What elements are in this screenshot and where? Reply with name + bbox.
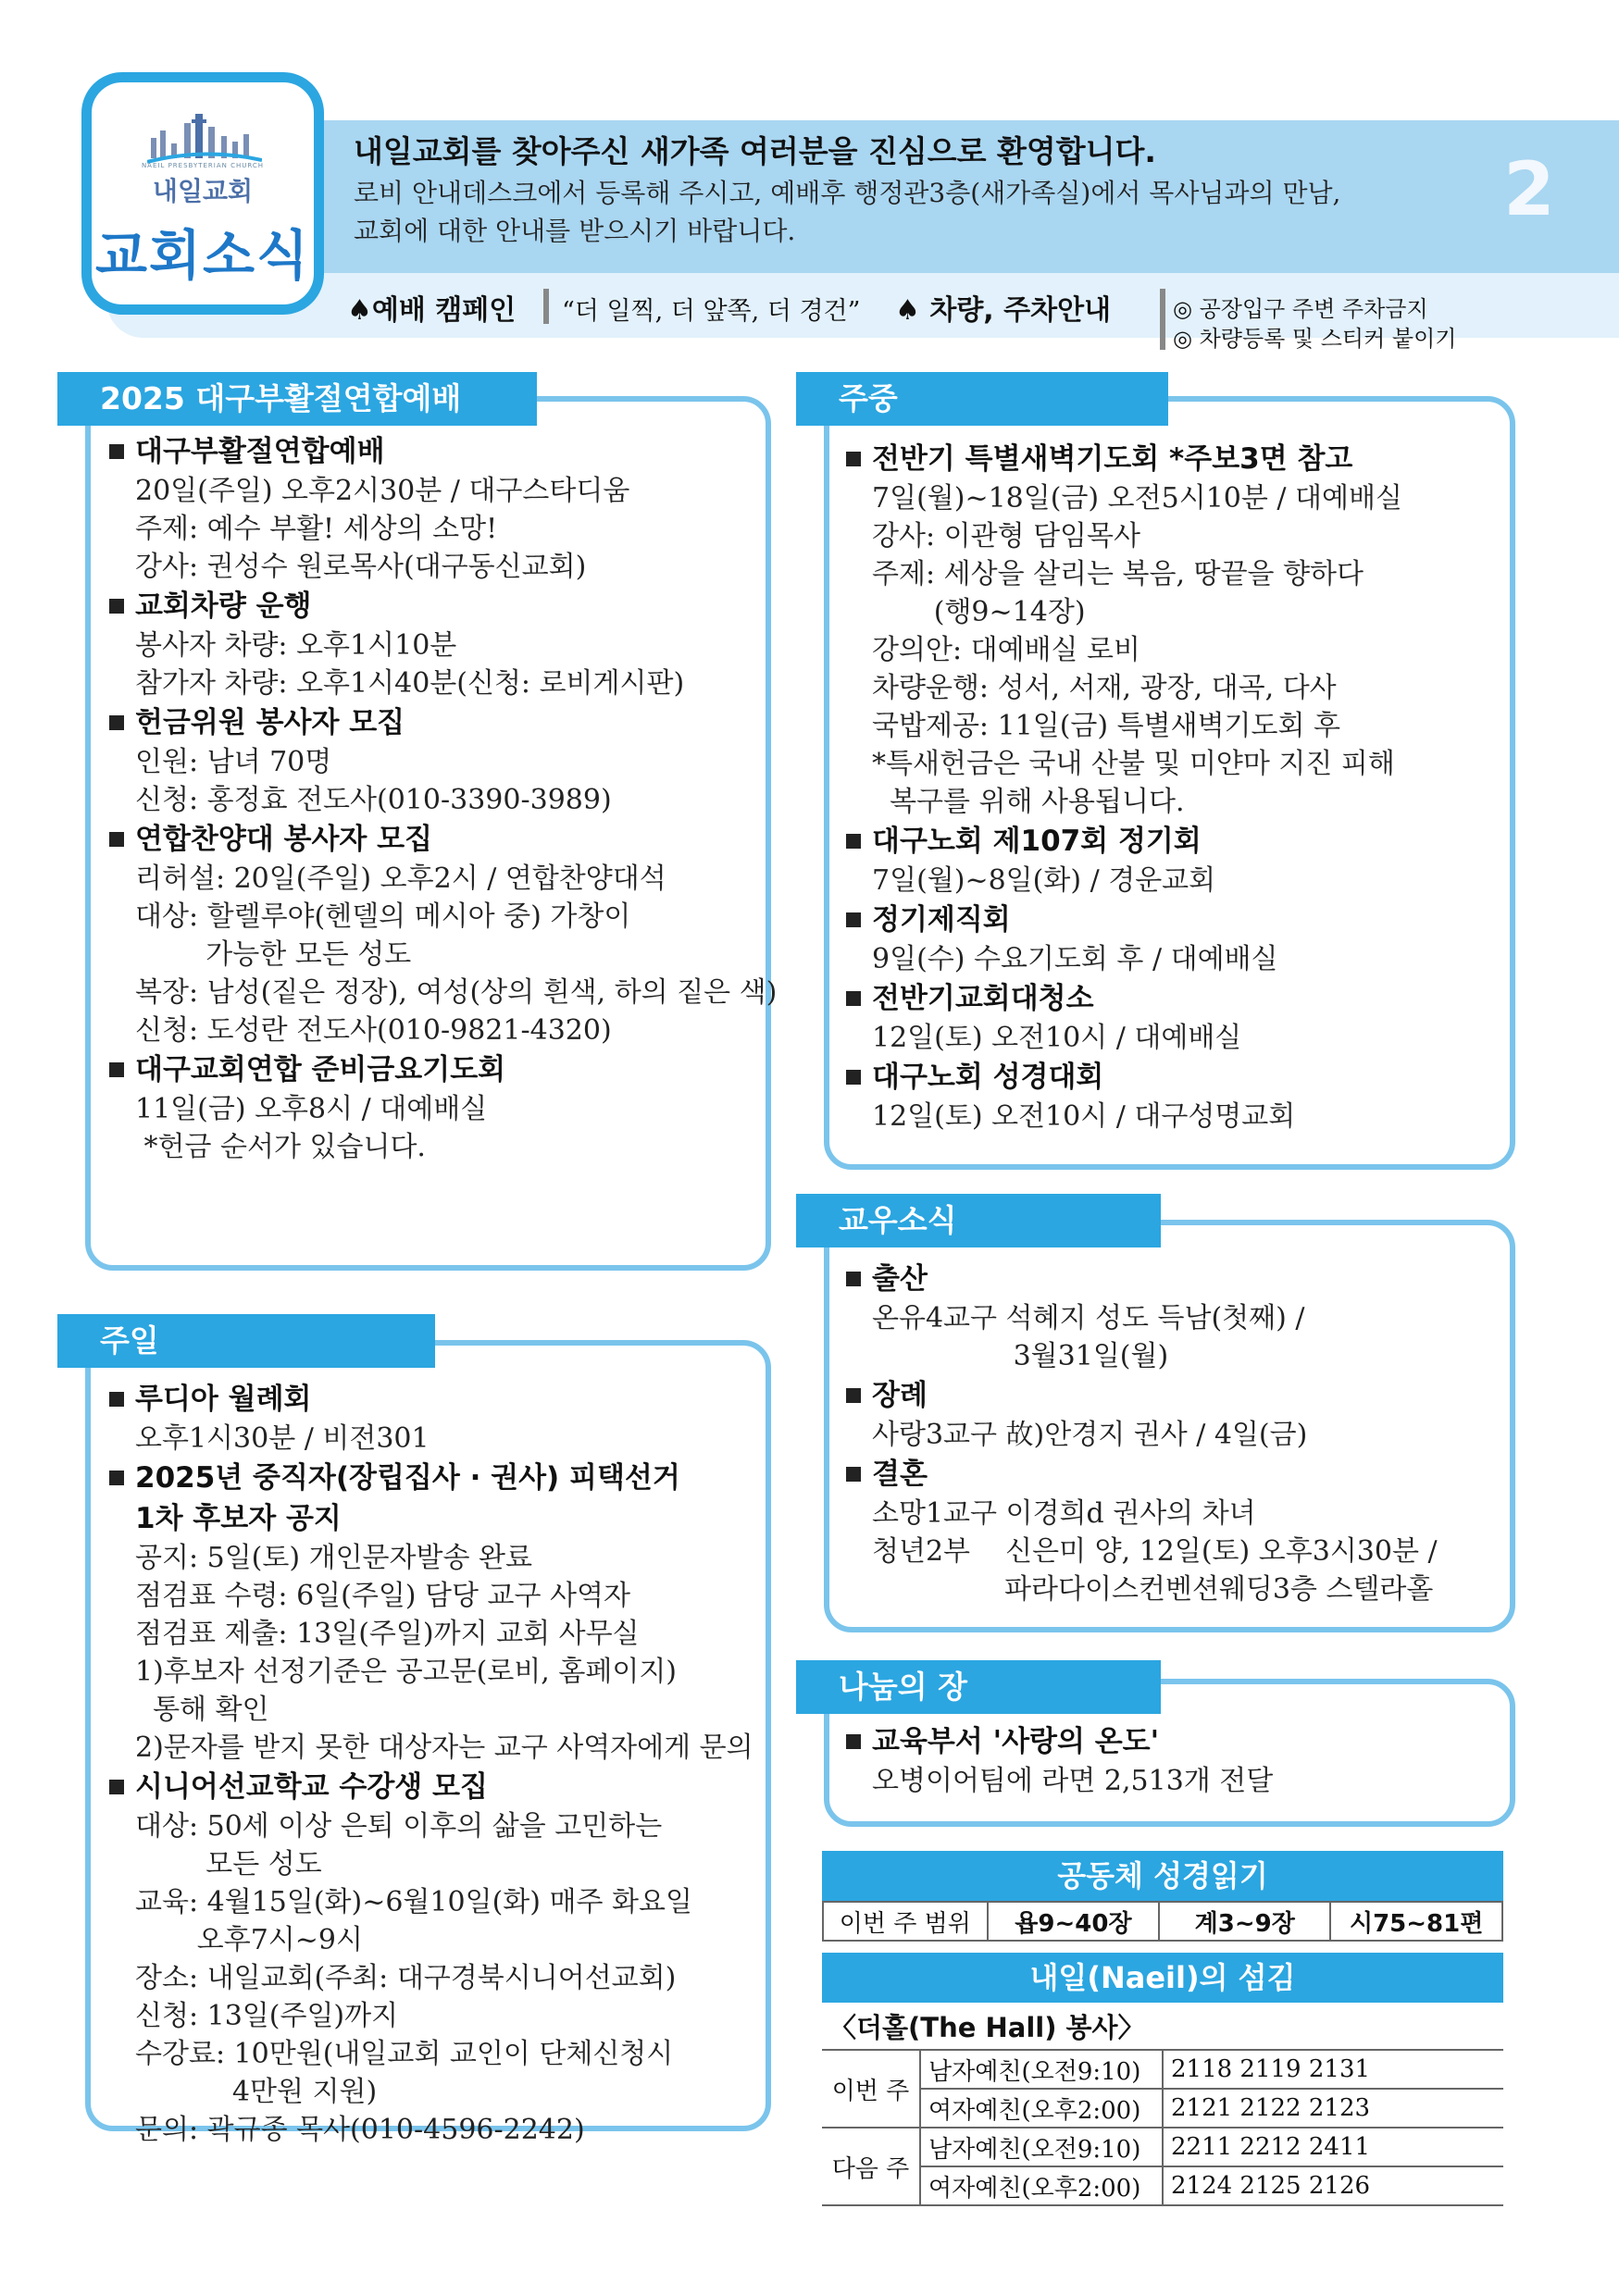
news-item-line: *헌금 순서가 있습니다. bbox=[135, 1131, 426, 1163]
news-item-title-text: 2025년 중직자(장립집사 · 권사) 피택선거 bbox=[135, 1461, 680, 1495]
news-item-line: 사랑3교구 故)안경지 권사 / 4일(금) bbox=[872, 1419, 1308, 1451]
news-item-title bbox=[846, 821, 1513, 862]
news-item-line: 신청: 13일(주일)까지 bbox=[135, 2000, 399, 2032]
news-item-line: 소망1교구 이경희d 권사의 차녀 bbox=[872, 1497, 1256, 1530]
week-cell: 다음 주 bbox=[822, 2128, 920, 2205]
news-item-line: 인원: 남녀 70명 bbox=[135, 746, 332, 778]
news-item-line: 점검표 제출: 13일(주일)까지 교회 사무실 bbox=[135, 1618, 640, 1650]
news-item-title-text: 대구노회 제107회 정기회 bbox=[872, 825, 1202, 858]
news-item-line: 교육: 4월15일(화)~6월10일(화) 매주 화요일 bbox=[135, 1886, 692, 1918]
serving-table bbox=[822, 2049, 1503, 2206]
news-item-title-text: 정기제직회 bbox=[872, 903, 1011, 937]
news-item-line: 강사: 권성수 원로목사(대구동신교회) bbox=[135, 551, 587, 583]
welcome-line: 교회에 대한 안내를 받으시기 바랍니다. bbox=[354, 216, 796, 246]
square-bullet-icon bbox=[109, 1471, 124, 1485]
news-item-line: 11일(금) 오후8시 / 대예배실 bbox=[135, 1093, 488, 1125]
news-item-title bbox=[846, 1259, 1513, 1299]
news-item bbox=[109, 1767, 766, 2149]
square-bullet-icon bbox=[846, 1388, 861, 1403]
news-item-line: 봉사자 차량: 오후1시10분 bbox=[135, 629, 457, 662]
news-item-title bbox=[109, 1379, 766, 1420]
square-bullet-icon bbox=[846, 991, 861, 1006]
square-bullet-icon bbox=[846, 912, 861, 927]
news-item-line: 오병이어팀에 라면 2,513개 전달 bbox=[872, 1765, 1274, 1797]
news-item-line: 7일(월)~18일(금) 오전5시10분 / 대예배실 bbox=[872, 482, 1402, 515]
page-title: 교회소식 bbox=[94, 224, 311, 287]
news-item-line: 국밥제공: 11일(금) 특별새벽기도회 후 bbox=[872, 710, 1341, 742]
news-item-title-text: 헌금위원 봉사자 모집 bbox=[135, 706, 405, 739]
church-logo bbox=[81, 72, 324, 315]
group-cell: 남자예친(오전9:10) bbox=[920, 2128, 1163, 2166]
welcome-line: 로비 안내데스크에서 등록해 주시고, 예배후 행정관3층(새가족실)에서 목사님과의 만남, bbox=[354, 178, 1341, 208]
news-item-title bbox=[846, 1454, 1513, 1495]
news-item-title-text: 전반기교회대청소 bbox=[872, 982, 1094, 1015]
news-item bbox=[846, 439, 1513, 821]
codes-cell: 2124 2125 2126 bbox=[1163, 2166, 1503, 2205]
news-item-title-text: 루디아 월례회 bbox=[135, 1383, 312, 1416]
table-row bbox=[822, 2166, 1503, 2205]
news-item-line: 가능한 모든 성도 bbox=[135, 938, 412, 971]
square-bullet-icon bbox=[109, 1780, 124, 1794]
group-cell: 여자예친(오후2:00) bbox=[920, 2166, 1163, 2205]
news-item bbox=[109, 702, 757, 819]
news-item-line: 20일(주일) 오후2시30분 / 대구스타디움 bbox=[135, 475, 630, 507]
serving-title: 내일(Naeil)의 섬김 bbox=[822, 1953, 1503, 2003]
news-item bbox=[846, 900, 1513, 978]
bible-range-cell: 계3~9장 bbox=[1159, 1902, 1330, 1941]
square-bullet-icon bbox=[846, 1272, 861, 1286]
news-item-line: *특새헌금은 국내 산불 및 미얀마 지진 피해 bbox=[872, 748, 1395, 780]
square-bullet-icon bbox=[846, 1734, 861, 1749]
news-item-line: 12일(토) 오전10시 / 대예배실 bbox=[872, 1022, 1242, 1054]
news-item bbox=[109, 431, 757, 586]
news-item bbox=[846, 1259, 1513, 1375]
table-row bbox=[822, 2128, 1503, 2166]
news-item-line: 2)문자를 받지 못한 대상자는 교구 사역자에게 문의 bbox=[135, 1731, 753, 1764]
news-item-title-continued: 1차 후보자 공지 bbox=[135, 1502, 342, 1535]
bible-reading-table bbox=[822, 1901, 1503, 1942]
square-bullet-icon bbox=[846, 834, 861, 849]
news-item-line: 신청: 도성란 전도사(010-9821-4320) bbox=[135, 1014, 612, 1047]
sunday-section-tab: 주일 bbox=[74, 1314, 435, 1368]
members-section-tab: 교우소식 bbox=[813, 1194, 1161, 1247]
square-bullet-icon bbox=[109, 832, 124, 847]
divider bbox=[1160, 289, 1165, 350]
news-item bbox=[846, 1057, 1513, 1136]
news-item bbox=[846, 821, 1513, 900]
divider bbox=[543, 289, 549, 324]
news-item-title bbox=[109, 1767, 766, 1807]
news-item-line: 수강료: 10만원(내일교회 교인이 단체신청시 bbox=[135, 2038, 674, 2070]
news-item-line: 참가자 차량: 오후1시40분(신청: 로비게시판) bbox=[135, 667, 685, 700]
square-bullet-icon bbox=[846, 452, 861, 466]
bible-range-cell: 시75~81편 bbox=[1330, 1902, 1502, 1941]
news-item-line: 파라다이스컨벤션웨딩3층 스텔라홀 bbox=[872, 1573, 1434, 1606]
logo-subtitle: NAEIL PRESBYTERIAN CHURCH bbox=[141, 162, 265, 169]
news-item-line: 4만원 지원) bbox=[135, 2076, 378, 2108]
sunday-section-content bbox=[109, 1379, 766, 2149]
news-item-line: 3월31일(월) bbox=[872, 1340, 1169, 1372]
news-item-line: 대상: 50세 이상 은퇴 이후의 삶을 고민하는 bbox=[135, 1810, 663, 1843]
news-item-line: 신청: 홍정효 전도사(010-3390-3989) bbox=[135, 784, 612, 816]
news-item-line: 장소: 내일교회(주최: 대구경북시니어선교회) bbox=[135, 1962, 677, 1994]
news-item bbox=[846, 1454, 1513, 1608]
news-item bbox=[846, 1721, 1513, 1800]
weekday-section-tab: 주중 bbox=[813, 372, 1168, 426]
news-item-title-text: 연합찬양대 봉사자 모집 bbox=[135, 823, 433, 856]
easter-section-tab: 2025 대구부활절연합예배 bbox=[74, 372, 537, 426]
news-item-line: 12일(토) 오전10시 / 대구성명교회 bbox=[872, 1100, 1296, 1133]
news-item-line: (행9~14장) bbox=[872, 596, 1086, 628]
news-item-line: 모든 성도 bbox=[135, 1848, 322, 1880]
bible-range-cell: 욥9~40장 bbox=[988, 1902, 1159, 1941]
codes-cell: 2211 2212 2411 bbox=[1163, 2128, 1503, 2166]
group-cell: 여자예친(오후2:00) bbox=[920, 2089, 1163, 2128]
news-item-title bbox=[846, 1721, 1513, 1762]
news-item-line: 리허설: 20일(주일) 오후2시 / 연합찬양대석 bbox=[135, 863, 666, 895]
news-item-line: 7일(월)~8일(화) / 경운교회 bbox=[872, 864, 1216, 897]
members-section-content bbox=[846, 1259, 1513, 1608]
news-item bbox=[846, 1375, 1513, 1454]
news-item-line: 강사: 이관형 담임목사 bbox=[872, 520, 1140, 552]
news-item-line: 대상: 할렐루야(헨델의 메시아 중) 가창이 bbox=[135, 900, 631, 933]
square-bullet-icon bbox=[109, 444, 124, 459]
sharing-section-tab: 나눔의 장 bbox=[813, 1660, 1161, 1714]
news-item-line: 복구를 위해 사용됩니다. bbox=[872, 786, 1185, 818]
parking-note: ◎ 공장입구 주변 주차금지 bbox=[1173, 296, 1428, 322]
news-item-title-text: 전반기 특별새벽기도회 *주보3면 참고 bbox=[872, 442, 1353, 476]
news-item bbox=[109, 1049, 757, 1166]
campaign-label: ♠예배 캠페인 bbox=[347, 294, 517, 327]
page-number: 2 bbox=[1503, 146, 1555, 232]
square-bullet-icon bbox=[109, 1062, 124, 1077]
news-item bbox=[846, 978, 1513, 1057]
news-item-title bbox=[109, 586, 757, 627]
church-skyline-icon bbox=[147, 110, 262, 166]
square-bullet-icon bbox=[846, 1070, 861, 1085]
news-item-title bbox=[109, 431, 757, 472]
news-item-line: 통해 확인 bbox=[135, 1694, 269, 1726]
range-label: 이번 주 범위 bbox=[823, 1902, 988, 1941]
news-item-title bbox=[846, 1057, 1513, 1098]
campaign-text: “더 일찍, 더 앞쪽, 더 경건” bbox=[562, 297, 861, 326]
week-cell: 이번 주 bbox=[822, 2050, 920, 2128]
news-item-line: 주제: 세상을 살리는 복음, 땅끝을 향하다 bbox=[872, 558, 1364, 590]
news-item-title bbox=[109, 702, 757, 743]
news-item-line: 문의: 곽규종 목사(010-4596-2242) bbox=[135, 2114, 585, 2146]
news-item bbox=[109, 1458, 766, 1767]
logo-name: 내일교회 bbox=[152, 176, 254, 206]
news-item-line: 점검표 수령: 6일(주일) 담당 교구 사역자 bbox=[135, 1580, 630, 1612]
news-item-line: 온유4교구 석혜지 성도 득남(첫째) / bbox=[872, 1302, 1305, 1334]
news-item-title bbox=[109, 1458, 766, 1498]
news-item-line: 오후1시30분 / 비전301 bbox=[135, 1422, 430, 1455]
square-bullet-icon bbox=[846, 1467, 861, 1482]
news-item-title-text: 대구부활절연합예배 bbox=[135, 435, 385, 468]
easter-section-content bbox=[109, 431, 778, 1166]
parking-label: ♠ 차량, 주차안내 bbox=[895, 294, 1112, 327]
news-item-title bbox=[109, 819, 757, 860]
news-item-title bbox=[846, 439, 1513, 479]
welcome-message bbox=[354, 130, 1501, 250]
news-item-title-text: 대구교회연합 준비금요기도회 bbox=[135, 1053, 506, 1086]
news-item-title-text: 교회차량 운행 bbox=[135, 590, 312, 623]
news-item-line: 공지: 5일(토) 개인문자발송 완료 bbox=[135, 1542, 532, 1574]
square-bullet-icon bbox=[109, 715, 124, 730]
weekday-section-content bbox=[846, 439, 1513, 1136]
news-item-title-text: 대구노회 성경대회 bbox=[872, 1061, 1104, 1094]
news-item-line: 주제: 예수 부활! 세상의 소망! bbox=[135, 513, 498, 545]
codes-cell: 2118 2119 2131 bbox=[1163, 2050, 1503, 2089]
table-row bbox=[823, 1902, 1502, 1941]
news-item bbox=[109, 586, 757, 702]
square-bullet-icon bbox=[109, 599, 124, 614]
sharing-section-content bbox=[846, 1721, 1513, 1800]
news-item-title bbox=[846, 1375, 1513, 1416]
table-row bbox=[822, 2089, 1503, 2128]
news-item-title-text: 결혼 bbox=[872, 1458, 928, 1491]
news-item-line: 1)후보자 선정기준은 공고문(로비, 홈페이지) bbox=[135, 1656, 678, 1688]
serving-subtitle: 〈더홀(The Hall) 봉사〉 bbox=[829, 2012, 1145, 2043]
codes-cell: 2121 2122 2123 bbox=[1163, 2089, 1503, 2128]
news-item-title bbox=[846, 978, 1513, 1019]
news-item-line: 강의안: 대예배실 로비 bbox=[872, 634, 1140, 666]
news-item-title bbox=[846, 900, 1513, 940]
news-item-line: 청년2부 신은미 양, 12일(토) 오후3시30분 / bbox=[872, 1535, 1438, 1568]
news-item-line: 차량운행: 성서, 서재, 광장, 대곡, 다사 bbox=[872, 672, 1337, 704]
news-item bbox=[109, 819, 778, 1049]
news-item bbox=[109, 1379, 766, 1458]
news-item-title-text: 교육부서 '사랑의 온도' bbox=[872, 1725, 1160, 1758]
bible-reading-title: 공동체 성경읽기 bbox=[822, 1851, 1503, 1901]
news-item-title bbox=[109, 1049, 757, 1090]
news-item-line: 오후7시~9시 bbox=[135, 1924, 363, 1956]
news-item-title-text: 장례 bbox=[872, 1379, 928, 1412]
parking-note: ◎ 차량등록 및 스티커 붙이기 bbox=[1173, 326, 1457, 352]
table-row bbox=[822, 2050, 1503, 2089]
news-item-title-text: 시니어선교학교 수강생 모집 bbox=[135, 1770, 488, 1804]
news-item-line: 복장: 남성(짙은 정장), 여성(상의 흰색, 하의 짙은 색) bbox=[135, 976, 778, 1009]
news-item-line: 9일(수) 수요기도회 후 / 대예배실 bbox=[872, 943, 1278, 975]
square-bullet-icon bbox=[109, 1392, 124, 1407]
welcome-title: 내일교회를 찾아주신 새가족 여러분을 진심으로 환영합니다. bbox=[354, 133, 1156, 169]
news-item-title-text: 출산 bbox=[872, 1262, 928, 1296]
group-cell: 남자예친(오전9:10) bbox=[920, 2050, 1163, 2089]
